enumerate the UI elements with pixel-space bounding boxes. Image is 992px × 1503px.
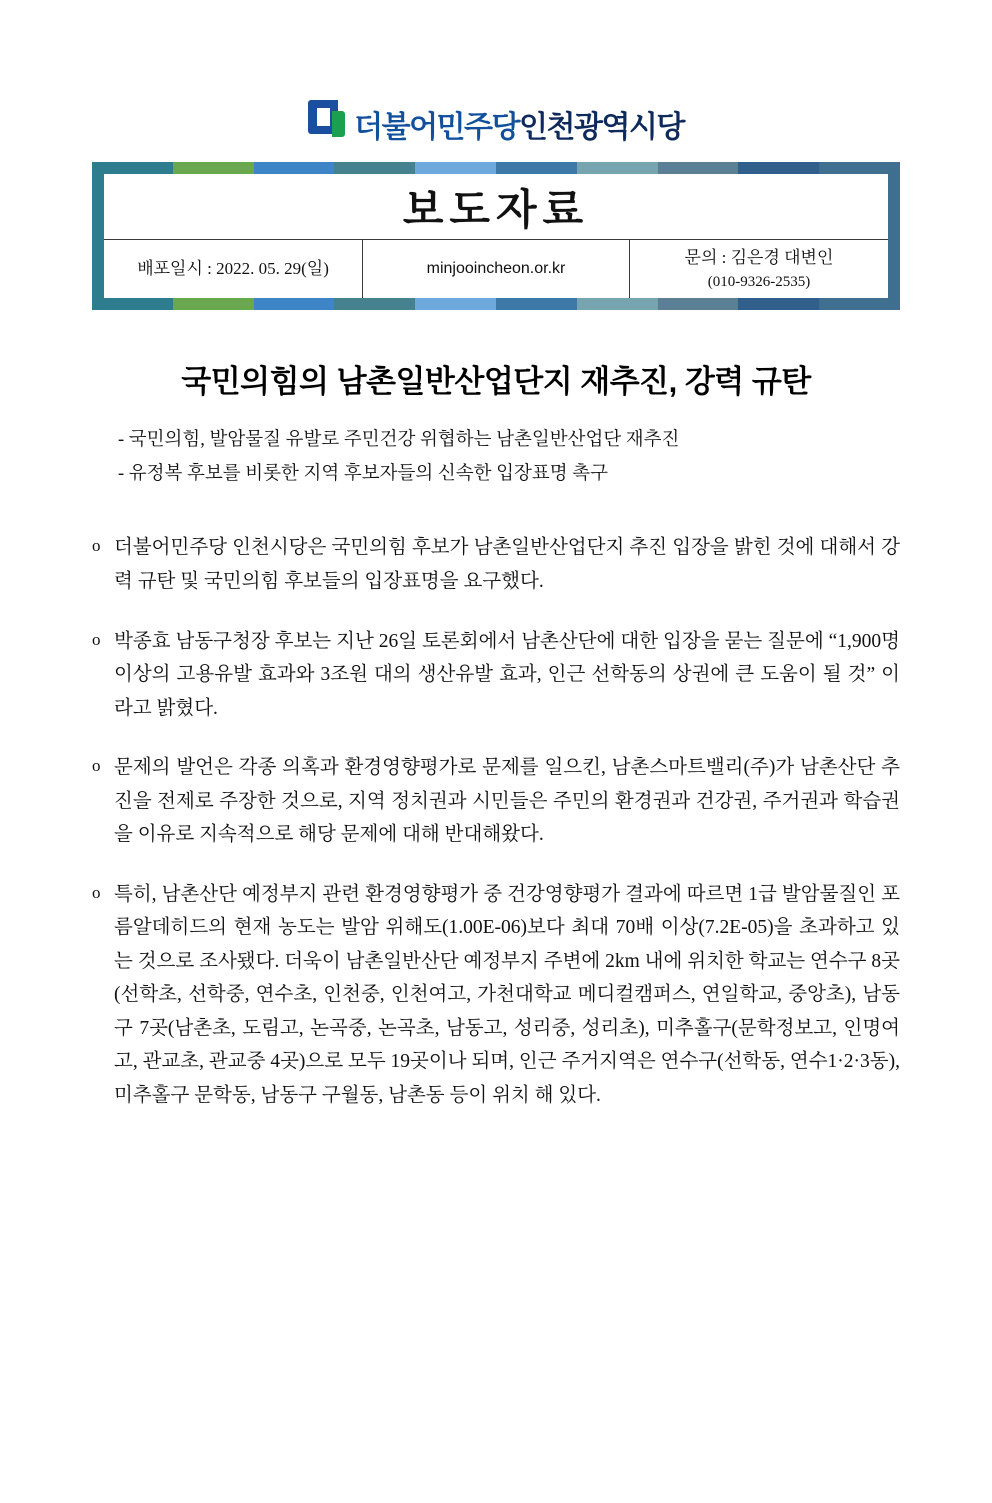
party-branch: 인천광역시당 xyxy=(519,111,684,144)
header-banner xyxy=(92,162,900,310)
paragraph-text: 박종효 남동구청장 후보는 지난 26일 토론회에서 남촌산단에 대한 입장을 묻는 질문에 “1,900명 이상의 고용유발 효과와 3조원 대의 생산유발 효과, 인근 선학동의 상권에 큰 도움이 될 것” 이라고 밝혔다. xyxy=(114,630,900,719)
paragraph-bullet: o xyxy=(92,536,101,556)
body-content xyxy=(92,531,900,1112)
banner-content xyxy=(104,174,888,298)
party-logo-icon xyxy=(308,100,346,146)
paragraph xyxy=(92,625,900,726)
banner-meta-row xyxy=(104,239,888,298)
page-title: 국민의힘의 남촌일반산업단지 재추진, 강력 규탄 xyxy=(181,364,811,399)
paragraph-text: 특히, 남촌산단 예정부지 관련 환경영향평가 중 건강영향평가 결과에 따르면 1급 발암물질인 포름알데히드의 현재 농도는 발암 위해도(1.00E-06)보다 최대 70배 이상(7.2E-05)을 초과하고 있는 것으로 조사됐다. 더욱이 남촌일반산단 예정부지 주변에 2km 내에 위치한 학교는 연수구 8곳(선학초, 선학중, 연수초, 인천중, 인천여고, 가천대학교 메디컬캠퍼스, 연일학교, 중앙초), 남동구 7곳(남촌초, 도림고, 논곡중, 논곡초, 남동고, 성리중, 성리초), 미추홀구(문학정보고, 인명여고, 관교초, 관교중 4곳)으로 모두 19곳이나 되며, 인근 주거지역은 연수구(선학동, 연수1·2·3동), 미추홀구 문학동, 남동구 구월동, 남촌동 등이 위치 해 있다. xyxy=(114,883,900,1106)
paragraph xyxy=(92,531,900,598)
paragraph xyxy=(92,878,900,1113)
subtitle-item: - 유정복 후보를 비롯한 지역 후보자들의 신속한 입장표명 촉구 xyxy=(118,464,608,485)
paragraph-bullet: o xyxy=(92,629,101,649)
party-logo-text xyxy=(354,113,684,146)
contact-phone: (010-9326-2535) xyxy=(707,273,811,290)
subtitle-list xyxy=(118,423,992,491)
party-logo xyxy=(0,100,992,146)
paragraph-bullet: o xyxy=(92,756,101,776)
contact-name: 문의 : 김은경 대변인 xyxy=(684,248,834,267)
subtitle-item: - 국민의힘, 발암물질 유발로 주민건강 위협하는 남촌일반산업단 재추진 xyxy=(118,430,680,450)
contact-info xyxy=(630,240,888,298)
website-link[interactable]: minjooincheon.or.kr xyxy=(363,240,630,298)
paragraph-text: 문제의 발언은 각종 의혹과 환경영향평가로 문제를 일으킨, 남촌스마트밸리(주)가 남촌산단 추진을 전제로 주장한 것으로, 지역 정치권과 시민들은 주민의 환경권과 건강권, 주거권과 학습권을 이유로 지속적으로 해당 문제에 대해 반대해왔다. xyxy=(114,757,900,846)
press-release-page xyxy=(0,100,992,1503)
party-name: 더불어민주당 xyxy=(354,111,519,144)
paragraph-text: 더불어민주당 인천시당은 국민의힘 후보가 남촌일반산업단지 추진 입장을 밝힌 것에 대해서 강력 규탄 및 국민의힘 후보들의 입장표명을 요구했다. xyxy=(114,537,900,592)
release-date: 배포일시 : 2022. 05. 29(일) xyxy=(104,240,363,298)
paragraph xyxy=(92,751,900,852)
banner-title: 보도자료 xyxy=(402,185,590,233)
paragraph-bullet: o xyxy=(92,882,101,902)
